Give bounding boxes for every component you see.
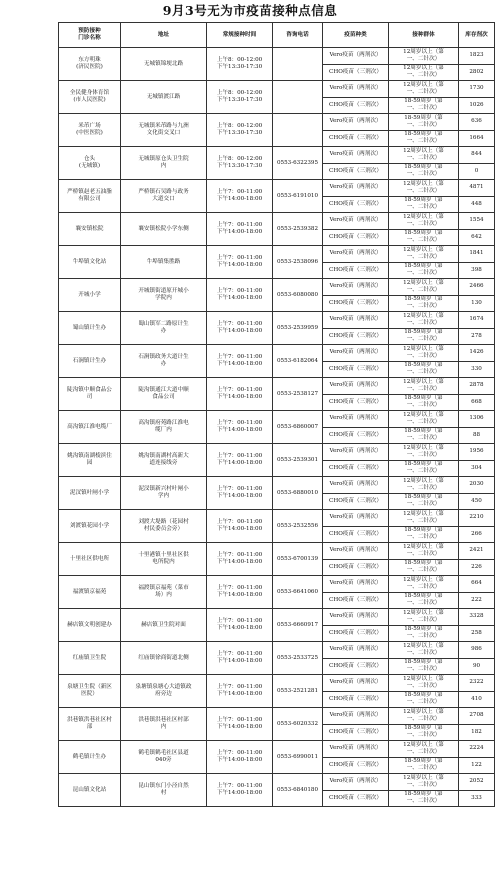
vaccine-type-cell: CHO疫苗（三剂次） [323,790,389,807]
vaccine-type-cell: Vero疫苗（两剂次） [323,609,389,626]
target-group-cell: 12周岁以上（第 一、二针次） [389,543,459,560]
vaccine-type-cell: Vero疫苗（两剂次） [323,708,389,725]
vaccine-type-cell: CHO疫苗（三剂次） [323,130,389,147]
stock-cell: 410 [459,691,495,708]
phone-cell: 0553-6860007 [273,411,323,444]
stock-cell: 2708 [459,708,495,725]
phone-cell: 0553-6191010 [273,180,323,213]
target-group-cell: 18-59周岁（第 一、二针次） [389,328,459,345]
hours-cell: 上午7：00-11:00 下午14:00-18:00 [207,444,273,477]
vaccine-type-cell: Vero疫苗（两剂次） [323,576,389,593]
target-group-cell: 18-59周岁（第 一、二针次） [389,229,459,246]
phone-cell: 0553-6990011 [273,741,323,774]
target-group-cell: 18-59周岁（第 一、二针次） [389,262,459,279]
clinic-name-cell: 蜀山镇计生办 [59,312,121,345]
phone-cell [273,48,323,81]
vaccine-type-cell: CHO疫苗（三剂次） [323,460,389,477]
table-row [59,543,495,560]
stock-cell: 4871 [459,180,495,197]
phone-cell: 0553-6840180 [273,774,323,807]
address-cell: 严桥镇石吴路与政务 大道交口 [121,180,207,213]
hours-cell: 上午7：00-11:00 下午14:00-18:00 [207,279,273,312]
hours-cell: 上午7：00-11:00 下午14:00-18:00 [207,609,273,642]
clinic-name-cell: 洪巷镇洪巷社区村 部 [59,708,121,741]
target-group-cell: 12周岁以上（第 一、二针次） [389,675,459,692]
vaccine-type-cell: CHO疫苗（三剂次） [323,196,389,213]
vaccine-type-cell: CHO疫苗（三剂次） [323,295,389,312]
clinic-name-cell: 开城小学 [59,279,121,312]
clinic-name-cell: 东方明珠 (济民医院) [59,48,121,81]
hours-cell: 上午7：00-11:00 下午14:00-18:00 [207,345,273,378]
target-group-cell: 12周岁以上（第 一、二针次） [389,345,459,362]
target-group-cell: 12周岁以上（第 一、二针次） [389,774,459,791]
stock-cell: 398 [459,262,495,279]
header-phone: 咨询电话 [273,23,323,48]
target-group-cell: 12周岁以上（第 一、二针次） [389,246,459,263]
clinic-name-cell: 赫店镇文明创建办 [59,609,121,642]
table-row [59,312,495,329]
target-group-cell: 18-59周岁（第 一、二针次） [389,114,459,131]
table-row [59,378,495,395]
stock-cell: 130 [459,295,495,312]
vaccine-type-cell: Vero疫苗（两剂次） [323,444,389,461]
vaccine-type-cell: CHO疫苗（三剂次） [323,361,389,378]
vaccine-type-cell: CHO疫苗（三剂次） [323,163,389,180]
hours-cell: 上午7：00-11:00 下午14:00-18:00 [207,774,273,807]
stock-cell: 1841 [459,246,495,263]
target-group-cell: 12周岁以上（第 一、二针次） [389,510,459,527]
hours-cell: 上午7：00-11:00 下午14:00-18:00 [207,642,273,675]
phone-cell: 0553-2532556 [273,510,323,543]
address-cell: 鹤毛镇鹤毛社区县道 040旁 [121,741,207,774]
target-group-cell: 12周岁以上（第 一、二针次） [389,576,459,593]
phone-cell: 0553-2538127 [273,378,323,411]
target-group-cell: 18-59周岁（第 一、二针次） [389,493,459,510]
vaccine-type-cell: Vero疫苗（两剂次） [323,213,389,230]
stock-cell: 1674 [459,312,495,329]
vaccine-type-cell: Vero疫苗（两剂次） [323,81,389,98]
page-title: 9月3号无为市疫苗接种点信息 [162,3,338,18]
address-cell: 姚沟镇南湖村高新大 道连接线旁 [121,444,207,477]
stock-cell: 330 [459,361,495,378]
address-cell: 无城镇锦埂北路 [121,48,207,81]
vaccine-type-cell: CHO疫苗（三剂次） [323,757,389,774]
stock-cell: 3328 [459,609,495,626]
phone-cell [273,81,323,114]
target-group-cell: 18-59周岁（第 一、二针次） [389,625,459,642]
phone-cell: 0553-6880010 [273,477,323,510]
stock-cell: 258 [459,625,495,642]
header-vaccine-type: 疫苗种类 [323,23,389,48]
stock-cell: 2210 [459,510,495,527]
vaccine-type-cell: Vero疫苗（两剂次） [323,180,389,197]
target-group-cell: 12周岁以上（第 一、二针次） [389,279,459,296]
address-cell: 泥汊镇新兴村叶闸小 学内 [121,477,207,510]
phone-cell: 0553-6700139 [273,543,323,576]
clinic-name-cell: 全民健身体育馆 (市人民医院) [59,81,121,114]
clinic-name-cell: 姚沟镇南湖棱滨住 园 [59,444,121,477]
phone-cell: 0553-2539301 [273,444,323,477]
stock-cell: 182 [459,724,495,741]
address-cell: 高沟镇府苑路江淮电 缆厂内 [121,411,207,444]
target-group-cell: 18-59周岁（第 一、二针次） [389,757,459,774]
phone-cell: 0553-2538096 [273,246,323,279]
target-group-cell: 12周岁以上（第 一、二针次） [389,312,459,329]
target-group-cell: 18-59周岁（第 一、二针次） [389,295,459,312]
address-cell: 石涧镇政务大道计生 办 [121,345,207,378]
target-group-cell: 18-59周岁（第 一、二针次） [389,361,459,378]
stock-cell: 2802 [459,64,495,81]
target-group-cell: 18-59周岁（第 一、二针次） [389,394,459,411]
stock-cell: 668 [459,394,495,411]
stock-cell: 266 [459,526,495,543]
stock-cell: 1664 [459,130,495,147]
address-cell: 刘渡大堤路（花园村 村民委员会旁） [121,510,207,543]
target-group-cell: 12周岁以上（第 一、二针次） [389,609,459,626]
clinic-name-cell: 红庙镇卫生院 [59,642,121,675]
phone-cell: 0553-6020332 [273,708,323,741]
vaccine-type-cell: CHO疫苗（三剂次） [323,229,389,246]
clinic-name-cell: 十里社区供电所 [59,543,121,576]
stock-cell: 1554 [459,213,495,230]
address-cell: 蜀山镇军二路原计生 办 [121,312,207,345]
vaccine-type-cell: Vero疫苗（两剂次） [323,378,389,395]
target-group-cell: 12周岁以上（第 一、二针次） [389,411,459,428]
address-cell: 十里港镇十里社区供 电所院内 [121,543,207,576]
target-group-cell: 18-59周岁（第 一、二针次） [389,97,459,114]
vaccine-type-cell: Vero疫苗（两剂次） [323,279,389,296]
table-row [59,246,495,263]
vaccine-type-cell: CHO疫苗（三剂次） [323,328,389,345]
table-header-row [59,23,495,48]
header-address: 地址 [121,23,207,48]
target-group-cell: 12周岁以上（第 一、二针次） [389,64,459,81]
target-group-cell: 18-59周岁（第 一、二针次） [389,130,459,147]
address-cell: 无城镇渡江路 [121,81,207,114]
table-row [59,147,495,164]
stock-cell: 448 [459,196,495,213]
target-group-cell: 12周岁以上（第 一、二针次） [389,48,459,65]
table-row [59,675,495,692]
clinic-name-cell: 襄安镇松院 [59,213,121,246]
hours-cell: 上午7：00-11:00 下午14:00-18:00 [207,675,273,708]
table-row [59,609,495,626]
hours-cell: 上午8：00-12:00 下午13:30-17:30 [207,48,273,81]
address-cell: 福渡镇京福苑（菜市 场）内 [121,576,207,609]
hours-cell: 上午8：00-12:00 下午13:30-17:30 [207,147,273,180]
target-group-cell: 12周岁以上（第 一、二针次） [389,81,459,98]
header-stock: 库存剂次 [459,23,495,48]
target-group-cell: 18-59周岁（第 一、二针次） [389,427,459,444]
vaccine-type-cell: Vero疫苗（两剂次） [323,510,389,527]
stock-cell: 0 [459,163,495,180]
address-cell: 陡沟镇通江大道中顺 食品公司 [121,378,207,411]
vaccine-type-cell: CHO疫苗（三剂次） [323,625,389,642]
clinic-name-cell: 昆山镇文化站 [59,774,121,807]
clinic-name-cell: 严桥镇赵老五油脂 有限公司 [59,180,121,213]
table-row [59,477,495,494]
phone-cell: 0553-6660917 [273,609,323,642]
target-group-cell: 12周岁以上（第 一、二针次） [389,180,459,197]
hours-cell: 上午7：00-11:00 下午14:00-18:00 [207,477,273,510]
clinic-name-cell: 高沟镇江淮电缆厂 [59,411,121,444]
table-row [59,642,495,659]
phone-cell: 0553-6641060 [273,576,323,609]
stock-cell: 2030 [459,477,495,494]
target-group-cell: 18-59周岁（第 一、二针次） [389,724,459,741]
clinic-name-cell: 米芾广场 (中医医院) [59,114,121,147]
stock-cell: 222 [459,592,495,609]
address-cell: 无城镇原仓头卫生院 内 [121,147,207,180]
vaccine-type-cell: CHO疫苗（三剂次） [323,658,389,675]
table-row [59,213,495,230]
vaccine-type-cell: Vero疫苗（两剂次） [323,114,389,131]
vaccine-type-cell: Vero疫苗（两剂次） [323,312,389,329]
table-row [59,741,495,758]
vaccine-type-cell: Vero疫苗（两剂次） [323,543,389,560]
stock-cell: 122 [459,757,495,774]
stock-cell: 2224 [459,741,495,758]
target-group-cell: 18-59周岁（第 一、二针次） [389,163,459,180]
target-group-cell: 18-59周岁（第 一、二针次） [389,526,459,543]
table-row [59,48,495,65]
hours-cell: 上午7：00-11:00 下午14:00-18:00 [207,378,273,411]
phone-cell: 0553-6182064 [273,345,323,378]
clinic-name-cell: 泥汊镇叶闸小学 [59,477,121,510]
stock-cell: 636 [459,114,495,131]
target-group-cell: 12周岁以上（第 一、二针次） [389,477,459,494]
vaccine-type-cell: CHO疫苗（三剂次） [323,427,389,444]
vaccine-type-cell: Vero疫苗（两剂次） [323,345,389,362]
clinic-name-cell: 牛埠镇文化站 [59,246,121,279]
stock-cell: 664 [459,576,495,593]
vaccine-type-cell: CHO疫苗（三剂次） [323,592,389,609]
stock-cell: 642 [459,229,495,246]
target-group-cell: 18-59周岁（第 一、二针次） [389,460,459,477]
target-group-cell: 18-59周岁（第 一、二针次） [389,559,459,576]
hours-cell: 上午8：00-12:00 下午13:30-17:30 [207,114,273,147]
table-row [59,180,495,197]
clinic-name-cell: 刘渡镇花园小学 [59,510,121,543]
target-group-cell: 12周岁以上（第 一、二针次） [389,708,459,725]
stock-cell: 1956 [459,444,495,461]
stock-cell: 2878 [459,378,495,395]
table-row [59,444,495,461]
stock-cell: 1306 [459,411,495,428]
target-group-cell: 18-59周岁（第 一、二针次） [389,691,459,708]
hours-cell: 上午7：00-11:00 下午14:00-18:00 [207,708,273,741]
vaccine-type-cell: Vero疫苗（两剂次） [323,48,389,65]
clinic-name-cell: 福渡镇京福苑 [59,576,121,609]
clinic-name-cell: 陡沟镇中顺食品公 司 [59,378,121,411]
address-cell: 昆山镇东门小泾自然 村 [121,774,207,807]
target-group-cell: 18-59周岁（第 一、二针次） [389,592,459,609]
phone-cell: 0553-6080080 [273,279,323,312]
vaccine-type-cell: CHO疫苗（三剂次） [323,493,389,510]
stock-cell: 2421 [459,543,495,560]
vaccine-type-cell: CHO疫苗（三剂次） [323,526,389,543]
vaccine-type-cell: Vero疫苗（两剂次） [323,675,389,692]
target-group-cell: 18-59周岁（第 一、二针次） [389,790,459,807]
phone-cell: 0553-2539382 [273,213,323,246]
phone-cell [273,114,323,147]
phone-cell: 0553-6322395 [273,147,323,180]
vaccine-type-cell: CHO疫苗（三剂次） [323,64,389,81]
vaccine-type-cell: Vero疫苗（两剂次） [323,147,389,164]
vaccine-type-cell: CHO疫苗（三剂次） [323,559,389,576]
hours-cell: 上午7：00-11:00 下午14:00-18:00 [207,246,273,279]
stock-cell: 2052 [459,774,495,791]
address-cell: 红庙镇徐商街道北侧 [121,642,207,675]
hours-cell: 上午7：00-11:00 下午14:00-18:00 [207,312,273,345]
hours-cell: 上午7：00-11:00 下午14:00-18:00 [207,576,273,609]
vaccine-type-cell: CHO疫苗（三剂次） [323,97,389,114]
hours-cell: 上午7：00-11:00 下午14:00-18:00 [207,213,273,246]
table-row [59,411,495,428]
address-cell: 无城镇米芾路与九洲 文化街交叉口 [121,114,207,147]
stock-cell: 304 [459,460,495,477]
table-row [59,279,495,296]
stock-cell: 2322 [459,675,495,692]
table-row [59,576,495,593]
table-row [59,708,495,725]
address-cell: 泉塘镇泉塘心大道镇政 府旁边 [121,675,207,708]
target-group-cell: 12周岁以上（第 一、二针次） [389,213,459,230]
hours-cell: 上午7：00-11:00 下午14:00-18:00 [207,543,273,576]
target-group-cell: 12周岁以上（第 一、二针次） [389,444,459,461]
table-row [59,114,495,131]
stock-cell: 1823 [459,48,495,65]
stock-cell: 226 [459,559,495,576]
address-cell: 洪巷镇洪巷社区村部 内 [121,708,207,741]
address-cell: 襄安镇松院小学东侧 [121,213,207,246]
table-row [59,345,495,362]
stock-cell: 986 [459,642,495,659]
header-target-group: 接种群体 [389,23,459,48]
stock-cell: 2466 [459,279,495,296]
target-group-cell: 12周岁以上（第 一、二针次） [389,642,459,659]
address-cell: 牛埠镇集胜路 [121,246,207,279]
stock-cell: 1426 [459,345,495,362]
vaccine-type-cell: CHO疫苗（三剂次） [323,262,389,279]
vaccine-type-cell: CHO疫苗（三剂次） [323,724,389,741]
target-group-cell: 18-59周岁（第 一、二针次） [389,658,459,675]
stock-cell: 450 [459,493,495,510]
target-group-cell: 12周岁以上（第 一、二针次） [389,741,459,758]
phone-cell: 0553-2533725 [273,642,323,675]
vaccine-type-cell: Vero疫苗（两剂次） [323,741,389,758]
target-group-cell: 18-59周岁（第 一、二针次） [389,196,459,213]
table-row [59,510,495,527]
phone-cell: 0553-2539959 [273,312,323,345]
address-cell: 赫店镇卫生院对面 [121,609,207,642]
stock-cell: 88 [459,427,495,444]
clinic-name-cell: 鹤毛镇计生办 [59,741,121,774]
stock-cell: 278 [459,328,495,345]
header-clinic-name: 预防接种 门诊名称 [59,23,121,48]
clinic-name-cell: 泉塘卫生院（新区 医院） [59,675,121,708]
stock-cell: 333 [459,790,495,807]
table-row [59,774,495,791]
clinic-name-cell: 仓头 (无城镇) [59,147,121,180]
hours-cell: 上午7：00-11:00 下午14:00-18:00 [207,510,273,543]
address-cell: 开城镇街道原开城小 学院内 [121,279,207,312]
vaccine-type-cell: Vero疫苗（两剂次） [323,642,389,659]
vaccine-type-cell: Vero疫苗（两剂次） [323,477,389,494]
stock-cell: 1730 [459,81,495,98]
hours-cell: 上午7：00-11:00 下午14:00-18:00 [207,411,273,444]
vaccine-type-cell: Vero疫苗（两剂次） [323,411,389,428]
hours-cell: 上午7：00-11:00 下午14:00-18:00 [207,180,273,213]
target-group-cell: 12周岁以上（第 一、二针次） [389,378,459,395]
clinic-name-cell: 石涧镇计生办 [59,345,121,378]
stock-cell: 1026 [459,97,495,114]
vaccine-type-cell: Vero疫苗（两剂次） [323,246,389,263]
vaccine-type-cell: CHO疫苗（三剂次） [323,394,389,411]
vaccine-type-cell: CHO疫苗（三剂次） [323,691,389,708]
stock-cell: 844 [459,147,495,164]
header-hours: 常规接种时间 [207,23,273,48]
table-body [59,48,495,807]
hours-cell: 上午7：00-11:00 下午14:00-18:00 [207,741,273,774]
stock-cell: 90 [459,658,495,675]
phone-cell: 0553-2521281 [273,675,323,708]
hours-cell: 上午8：00-12:00 下午13:30-17:30 [207,81,273,114]
target-group-cell: 12周岁以上（第 一、二针次） [389,147,459,164]
vaccination-sites-table [58,22,495,807]
table-row [59,81,495,98]
vaccine-type-cell: Vero疫苗（两剂次） [323,774,389,791]
